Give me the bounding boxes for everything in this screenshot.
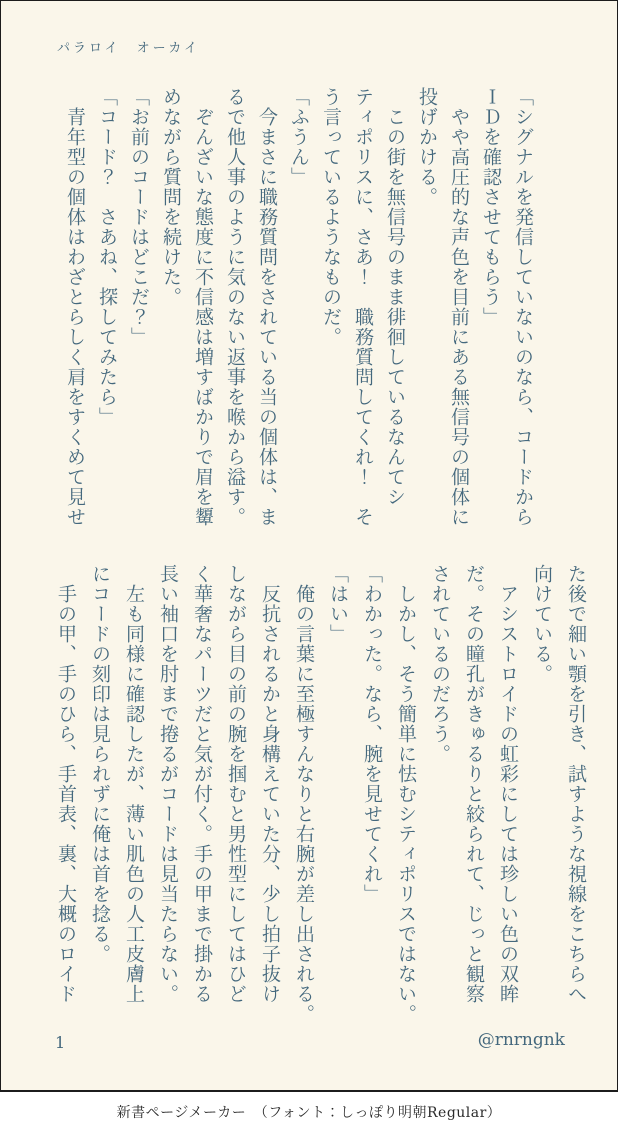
text-line: 「コード？ さあね、探してみたら」: [96, 87, 118, 427]
text-line: 長い袖口を肘まで捲るがコードは見当たらない。: [157, 564, 179, 1004]
text-line: されているのだろう。: [429, 564, 451, 764]
text-line: 投げかける。: [416, 87, 438, 207]
text-line: 手の甲、手のひら、手首表、裏、大概のロイド: [55, 564, 77, 1004]
text-line: 反抗されるかと身構えていた分、少し拍子抜け: [259, 564, 281, 1004]
page-header-title: パラロイ オーカイ: [57, 41, 200, 56]
text-line: やや高圧的な声色を目前にある無信号の個体に: [448, 87, 470, 527]
text-line: 左も同様に確認したが、薄い肌色の人工皮膚上: [123, 564, 145, 1004]
vertical-text-block-2: [49, 564, 593, 1026]
text-line: アシストロイドの虹彩にしては珍しい色の双眸: [497, 564, 519, 1004]
text-line: 俺の言葉に至極すんなりと右腕が差し出される。: [293, 564, 315, 1024]
author-handle: @rnrngnk: [477, 1030, 565, 1050]
text-line: ぞんざいな態度に不信感は増すばかりで眉を顰: [192, 87, 214, 527]
text-line: た後で細い顎を引き、試すような視線をこちらへ: [565, 564, 587, 1004]
text-line: 「お前のコードはどこだ？」: [128, 87, 150, 347]
text-line: にコードの刻印は見られずに俺は首を捻る。: [89, 564, 111, 964]
text-line: く華奢なパーツだと気が付く。手の甲まで掛かる: [191, 564, 213, 1004]
text-line: 青年型の個体はわざとらしく肩をすくめて見せ: [64, 87, 86, 527]
vertical-text-block-1: [59, 87, 539, 543]
text-line: この街を無信号のまま徘徊しているなんてシ: [384, 87, 406, 507]
text-line: めながら質問を続けた。: [160, 87, 182, 307]
text-line: ティポリスに、さあ！ 職務質問してくれ！ そ: [352, 87, 374, 527]
generator-caption: 新書ページメーカー （フォント：しっぽり明朝Regular）: [116, 1105, 502, 1121]
generator-caption-strip: [0, 1092, 618, 1132]
text-line: 「はい」: [327, 564, 349, 644]
text-line: しながら目の前の腕を掴むと男性型にしてはひど: [225, 564, 247, 1004]
text-line: う言っているようなものだ。: [320, 87, 342, 347]
text-line: 今まさに職務質問をされている当の個体は、ま: [256, 87, 278, 527]
text-line: 向けている。: [531, 564, 553, 684]
text-line: 「シグナルを発信していないのなら、コードから: [512, 87, 534, 527]
text-line: るで他人事のように気のない返事を喉から溢す。: [224, 87, 246, 527]
text-line: しかし、そう簡単に怯むシティポリスではない。: [395, 564, 417, 1024]
text-line: だ。その瞳孔がきゅるりと絞られて、じっと観察: [463, 564, 485, 1004]
text-line: 「ふうん」: [288, 87, 310, 187]
text-line: ＩＤを確認させてもらう」: [480, 87, 502, 327]
text-line: 「わかった。なら、腕を見せてくれ」: [361, 564, 383, 904]
page-number: 1: [55, 1033, 66, 1052]
